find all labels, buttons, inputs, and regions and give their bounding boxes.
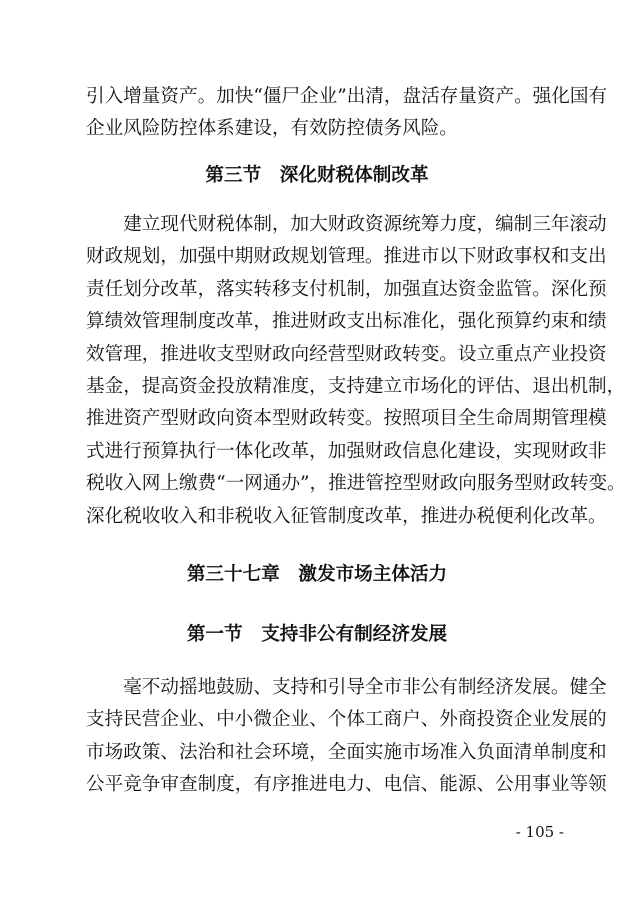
body-text-line: 市场政策、法治和社会环境，全面实施市场准入负面清单制度和 — [86, 742, 607, 763]
section-heading: 第三节 深化财税体制改革 — [205, 165, 429, 186]
body-text-line: 深化税收收入和非税收入征管制度改革，推进办税便利化改革。 — [86, 506, 607, 527]
body-text-line: 税收入网上缴费“一网通办”，推进管控型财政向服务型财政转变。 — [86, 473, 626, 494]
body-text-line: 公平竞争审查制度，有序推进电力、电信、能源、公用事业等领 — [86, 774, 607, 795]
body-text-line: 效管理，推进收支型财政向经营型财政转变。设立重点产业投资 — [86, 344, 607, 365]
body-text-line: 建立现代财税体制，加大财政资源统筹力度，编制三年滚动 — [86, 214, 607, 235]
body-text-line: 企业风险防控体系建设，有效防控债务风险。 — [86, 118, 458, 139]
section-heading: 第一节 支持非公有制经济发展 — [186, 624, 448, 645]
chapter-heading: 第三十七章 激发市场主体活力 — [186, 564, 448, 585]
body-text-line: 基金，提高资金投放精准度，支持建立市场化的评估、退出机制， — [86, 376, 626, 397]
body-text-line: 支持民营企业、中小微企业、个体工商户、外商投资企业发展的 — [86, 709, 607, 730]
body-text-line: 毫不动摇地鼓励、支持和引导全市非公有制经济发展。健全 — [86, 677, 607, 698]
body-text-line: 引入增量资产。加快“僵尸企业”出清，盘活存量资产。强化国有 — [86, 86, 608, 107]
page-number: - 105 - — [515, 823, 564, 841]
body-text-line: 财政规划，加强中期财政规划管理。推进市以下财政事权和支出 — [86, 246, 607, 267]
body-text-line: 推进资产型财政向资本型财政转变。按照项目全生命周期管理模 — [86, 408, 607, 429]
body-text-line: 算绩效管理制度改革，推进财政支出标准化，强化预算约束和绩 — [86, 311, 607, 332]
body-text-line: 式进行预算执行一体化改革，加强财政信息化建设，实现财政非 — [86, 441, 607, 462]
body-text-line: 责任划分改革，落实转移支付机制，加强直达资金监管。深化预 — [86, 279, 607, 300]
